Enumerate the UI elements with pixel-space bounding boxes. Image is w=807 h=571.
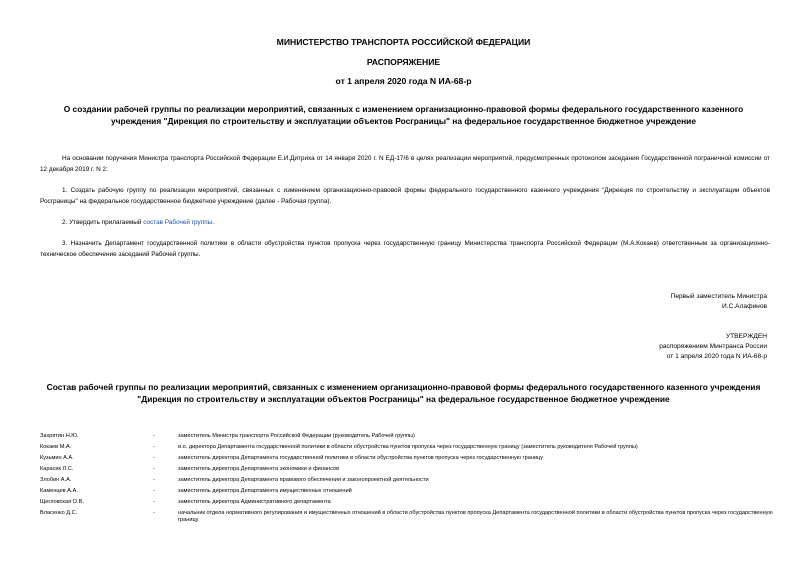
member-row xyxy=(40,444,775,452)
member-position: заместитель директора Департамента правового обеспечения и законопроектной деятельности xyxy=(178,476,429,483)
clause-2-end: . xyxy=(212,219,215,226)
clause-1: 1. Создать рабочую группу по реализации мероприятий, связанных с изменением организационно-правовой формы федерального государственного казенного учреждения "Дирекция по строительству и эксплуатации объектов Росграницы" на федеральное государственное бюджетное учреждение (далее - Рабочая группа). xyxy=(40,187,770,205)
member-name: Захрятин Н.Ю. xyxy=(40,433,79,439)
member-row xyxy=(40,510,775,525)
member-row xyxy=(40,477,775,485)
member-dash: - xyxy=(153,509,155,516)
member-dash: - xyxy=(153,465,155,472)
member-row xyxy=(40,433,775,441)
clause-3: 3. Назначить Департамент государственной политики в области обустройства пунктов пропуска через государственную границу Министерства транспорта Российской Федерации (М.А.Кокаев) ответственным за организационно-техническое обеспечение заседаний Рабочей группы. xyxy=(40,240,770,258)
member-name: Власенко Д.С. xyxy=(40,509,78,516)
ministry-heading: МИНИСТЕРСТВО ТРАНСПОРТА РОССИЙСКОЙ ФЕДЕРАЦИИ xyxy=(276,37,531,47)
member-position: заместитель директора Департамента экономики и финансов xyxy=(178,465,340,472)
composition-title: Состав рабочей группы по реализации мероприятий, связанных с изменением организационно-правовой формы федерального государственного казенного учреждения "Дирекция по строительству и эксплуатации объектов Росграницы" на федеральное государственное бюджетное учреждение xyxy=(46,382,761,404)
member-name: Карасик Л.С. xyxy=(40,465,74,472)
member-name: Кузьмин А.А. xyxy=(40,454,74,461)
member-position: заместитель директора Департамента имущественных отношений xyxy=(178,487,352,494)
member-position: заместитель директора Административного департамента xyxy=(178,498,331,505)
document-date-number: от 1 апреля 2020 года N ИА-68-р xyxy=(335,76,472,86)
signer-position: Первый заместитель Министра xyxy=(670,293,767,300)
approval-line-1: УТВЕРЖДЕН xyxy=(725,333,767,340)
member-position: и.о. директора Департамента государственной политики в области обустройства пунктов пропуска через государственную границу (заместитель руководителя Рабочей группы) xyxy=(178,443,638,450)
member-dash: - xyxy=(153,476,155,483)
document-title: О создании рабочей группы по реализации мероприятий, связанных с изменением организационно-правовой формы федерального государственного казенного учреждения "Дирекция по строительству и эксплуатации объектов Росграницы" на федеральное государственное бюджетное учреждение xyxy=(63,104,744,126)
member-dash: - xyxy=(153,454,155,461)
member-row xyxy=(40,455,775,463)
member-name: Щегловская О.В. xyxy=(40,498,84,505)
approval-block xyxy=(659,332,767,362)
member-name: Кокаев М.А. xyxy=(40,443,72,450)
member-row xyxy=(40,499,775,507)
approval-line-3: от 1 апреля 2020 года N ИА-68-р xyxy=(666,353,767,360)
members-list xyxy=(40,433,775,528)
member-row xyxy=(40,488,775,496)
member-name: Злобин А.А. xyxy=(40,476,72,483)
composition-link[interactable]: состав Рабочей группы xyxy=(143,219,213,226)
member-name: Каменцев А.А. xyxy=(40,487,78,494)
member-dash: - xyxy=(153,443,155,450)
member-dash: - xyxy=(153,433,155,439)
preamble-paragraph: На основании поручения Министра транспорта Российской Федерации Е.И.Дитриха от 14 января 2020 г. N ЕД-17/6 в целях реализации мероприятий, предусмотренных протоколом заседания Государственной пограничной комиссии от 12 декабря 2019 г. N 2: xyxy=(40,155,770,173)
document-type: РАСПОРЯЖЕНИЕ xyxy=(366,57,441,67)
clause-2 xyxy=(40,218,770,229)
member-dash: - xyxy=(153,498,155,505)
member-dash: - xyxy=(153,487,155,494)
approval-line-2: распоряжением Минтранса России xyxy=(659,343,767,350)
signature-block xyxy=(671,292,767,312)
member-position: заместитель директора Департамента государственной политики в области обустройства пунктов пропуска через государственную границу xyxy=(178,454,544,461)
signer-name: И.С.Алафинов xyxy=(722,303,767,310)
clause-2-text: 2. Утвердить прилагаемый xyxy=(62,219,144,226)
member-row xyxy=(40,466,775,474)
member-position: начальник отдела нормативного регулирования и имущественных отношений в области обустройства пунктов пропуска Департамента государственной политики в области обустройства пунктов пропуска через государственную границу xyxy=(178,509,773,524)
member-position: заместитель Министра транспорта Российской Федерации (руководитель Рабочей группы) xyxy=(178,433,415,439)
